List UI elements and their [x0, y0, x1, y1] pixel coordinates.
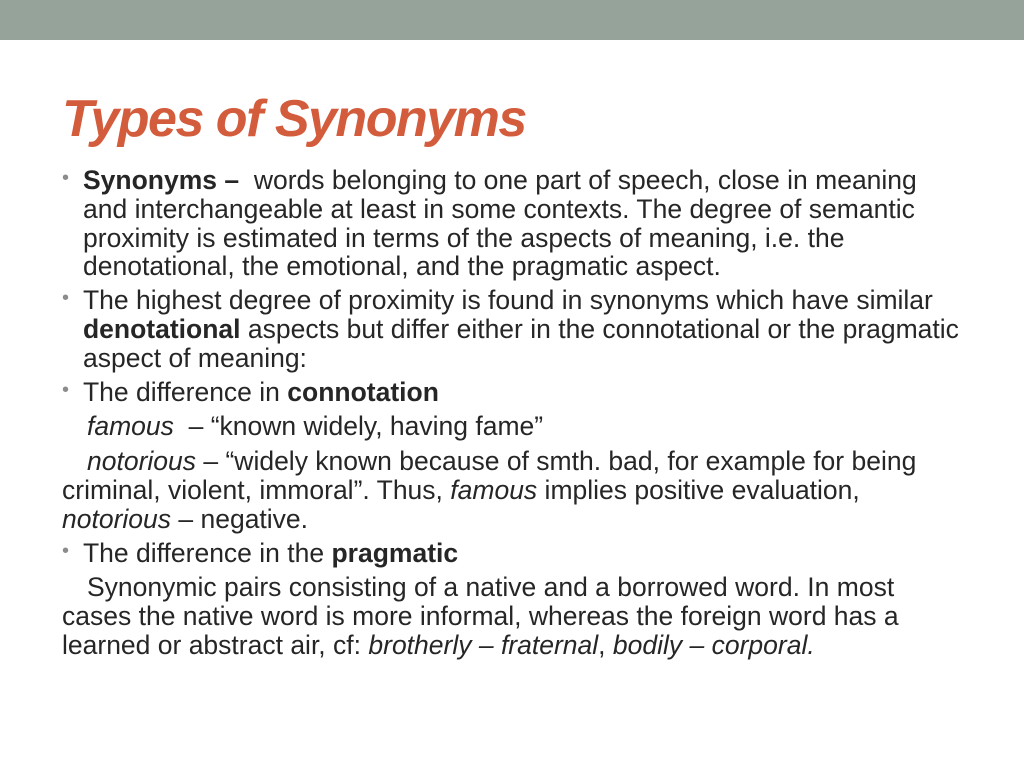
bullet-synonyms-definition [62, 166, 962, 281]
slide-title: Types of Synonyms [62, 90, 526, 148]
bullet-pragmatic [62, 539, 962, 568]
term-denotational: denotational [83, 313, 241, 344]
slide-body [62, 166, 962, 660]
example-separator: , [598, 629, 613, 660]
example-brotherly-fraternal: brotherly – fraternal [368, 629, 599, 660]
bullet-text-pre: The difference in [83, 376, 288, 407]
example-notorious [62, 447, 962, 533]
bullet-connotation [62, 378, 962, 407]
bullet-icon: • [62, 378, 70, 401]
example-famous [62, 412, 962, 441]
term-pragmatic: pragmatic [331, 537, 459, 568]
evaluation-end: – negative. [171, 503, 309, 534]
bullet-icon: • [62, 167, 70, 189]
evaluation-text: implies positive evaluation, [537, 474, 860, 505]
top-bar [0, 0, 1024, 40]
word-famous: famous [87, 411, 174, 442]
famous-definition: – “known widely, having fame” [173, 411, 544, 442]
bullet-icon: • [62, 539, 70, 562]
bullet-text-pre: The highest degree of proximity is found in synonyms which have similar [83, 285, 933, 316]
word-famous-inline: famous [450, 474, 538, 505]
bullet-highest-degree [62, 286, 962, 372]
pragmatic-explanation [62, 573, 962, 659]
notorious-definition: – “widely known because of smth. bad, for example for being criminal, violent, immoral”. Thus, [62, 446, 917, 505]
bullet-icon: • [62, 287, 70, 310]
word-notorious: notorious [87, 446, 197, 477]
bullet-text-pre: The difference in the [83, 537, 332, 568]
word-notorious-inline: notorious [62, 503, 172, 534]
term-synonyms: Synonyms – [83, 165, 240, 195]
definition-text: words belonging to one part of speech, close in meaning and interchangeable at least in some contexts. The degree of semantic proximity is estimated in terms of the aspects of meaning, i.e. the denotational, the emotional, and the pragmatic aspect. [83, 165, 925, 282]
term-connotation: connotation [287, 376, 439, 407]
bullet-text-post: aspects but differ either in the connotational or the pragmatic aspect of meaning: [83, 313, 959, 373]
pragmatic-text: Synonymic pairs consisting of a native and a borrowed word. In most cases the native word is more informal, whereas the foreign word has a learned or abstract air, cf: [62, 572, 899, 660]
example-bodily-corporal: bodily – corporal. [612, 629, 815, 660]
